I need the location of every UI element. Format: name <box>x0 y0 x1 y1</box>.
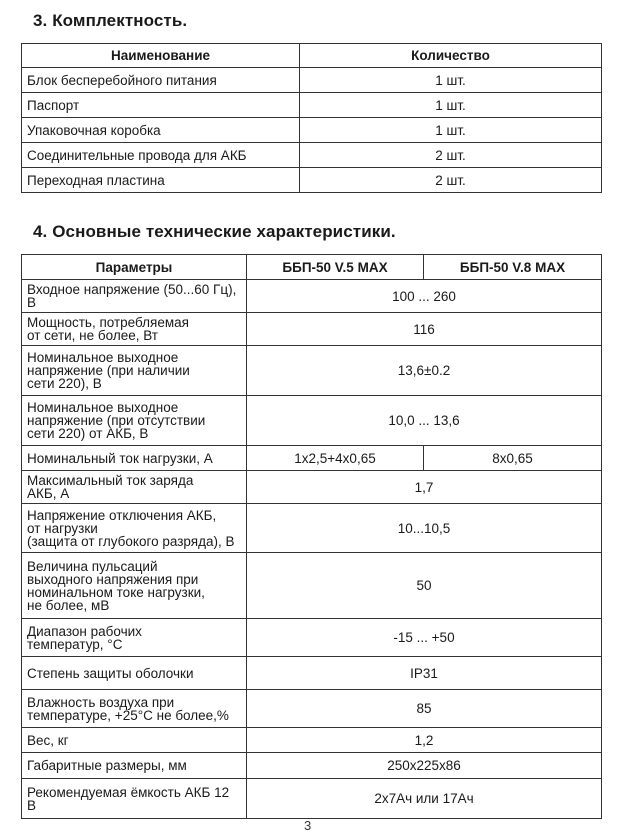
value-cell: 1,7 <box>247 471 602 504</box>
param-line: Мощность, потребляемая <box>27 315 189 330</box>
param-line: температуре, +25°С не более,% <box>27 707 229 723</box>
item-quantity: 2 шт. <box>300 143 602 168</box>
table-row <box>22 690 602 728</box>
param-cell <box>22 471 247 504</box>
param-cell <box>22 446 247 471</box>
param-cell <box>22 779 247 819</box>
param-line: АКБ, А <box>27 486 70 501</box>
param-line: Номинальное выходное <box>27 350 179 365</box>
param-line: Номинальное выходное <box>27 400 179 415</box>
param-line: от сети, не более, Вт <box>27 328 158 343</box>
param-line: Максимальный ток заряда <box>27 473 194 488</box>
value-cell: IP31 <box>247 657 602 690</box>
param-line: Напряжение отключения АКБ, <box>27 507 217 523</box>
table-row <box>22 728 602 753</box>
param-line: Величина пульсаций <box>27 558 158 574</box>
item-name: Соединительные провода для АКБ <box>22 143 300 168</box>
param-line: Рекомендуемая ёмкость АКБ 12 В <box>27 784 230 813</box>
param-line: напряжение (при отсутствии <box>27 413 206 428</box>
param-line: Диапазон рабочих <box>27 623 142 639</box>
table-row <box>22 471 602 504</box>
param-cell <box>22 728 247 753</box>
value-cell: 2х7Ач или 17Ач <box>247 779 602 819</box>
table-row <box>22 553 602 619</box>
item-name: Упаковочная коробка <box>22 118 300 143</box>
param-line: выходного напряжения при <box>27 571 199 587</box>
completeness-table <box>21 43 602 193</box>
param-cell <box>22 346 247 396</box>
value-cell-v5: 1х2,5+4х0,65 <box>247 446 424 471</box>
table-header-row <box>22 255 602 280</box>
param-cell <box>22 504 247 553</box>
param-line: температур, °С <box>27 636 123 652</box>
value-cell: 50 <box>247 553 602 619</box>
item-name: Блок бесперебойного питания <box>22 68 300 93</box>
table-row <box>22 753 602 779</box>
value-cell: 13,6±0.2 <box>247 346 602 396</box>
item-quantity: 2 шт. <box>300 168 602 193</box>
param-line: Степень защиты оболочки <box>27 665 194 681</box>
value-cell: 85 <box>247 690 602 728</box>
item-quantity: 1 шт. <box>300 118 602 143</box>
item-name: Паспорт <box>22 93 300 118</box>
param-line: Вес, кг <box>27 732 69 748</box>
table-row <box>22 504 602 553</box>
param-line: Номинальный ток нагрузки, А <box>27 450 213 466</box>
param-cell <box>22 280 247 313</box>
param-cell <box>22 657 247 690</box>
table-row <box>22 779 602 819</box>
item-quantity: 1 шт. <box>300 68 602 93</box>
col-header-model-v5: ББП-50 V.5 MAX <box>247 255 424 280</box>
param-cell <box>22 396 247 446</box>
param-cell <box>22 690 247 728</box>
value-cell: 250х225х86 <box>247 753 602 779</box>
table-row <box>22 346 602 396</box>
param-line: напряжение (при наличии <box>27 363 190 378</box>
param-cell <box>22 619 247 657</box>
specs-table <box>21 254 602 819</box>
table-row <box>22 446 602 471</box>
item-quantity: 1 шт. <box>300 93 602 118</box>
page-number: 3 <box>304 818 312 833</box>
param-line: (защита от глубокого разряда), В <box>27 533 235 549</box>
param-line: Габаритные размеры, мм <box>27 758 187 773</box>
table-row <box>22 68 602 93</box>
table-row <box>22 313 602 346</box>
value-cell: 10...10,5 <box>247 504 602 553</box>
table-row <box>22 118 602 143</box>
table-row <box>22 657 602 690</box>
param-line: от нагрузки <box>27 520 98 536</box>
col-header-params: Параметры <box>22 255 247 280</box>
param-line: номинальном токе нагрузки, <box>27 584 205 600</box>
col-header-name: Наименование <box>22 44 300 68</box>
table-row <box>22 93 602 118</box>
col-header-quantity: Количество <box>300 44 602 68</box>
param-line: не более, мВ <box>27 597 110 613</box>
value-cell: -15 ... +50 <box>247 619 602 657</box>
value-cell: 1,2 <box>247 728 602 753</box>
table-row <box>22 280 602 313</box>
value-cell: 116 <box>247 313 602 346</box>
value-cell: 10,0 ... 13,6 <box>247 396 602 446</box>
value-cell-v8: 8х0,65 <box>424 446 602 471</box>
param-cell <box>22 313 247 346</box>
table-row <box>22 619 602 657</box>
item-name: Переходная пластина <box>22 168 300 193</box>
param-line: сети 220), В <box>27 376 102 391</box>
table-row <box>22 143 602 168</box>
col-header-model-v8: ББП-50 V.8 MAX <box>424 255 602 280</box>
table-row <box>22 396 602 446</box>
value-cell: 100 ... 260 <box>247 280 602 313</box>
section4-title: 4. Основные технические характеристики. <box>33 222 396 241</box>
param-line: Входное напряжение (50...60 Гц), В <box>27 282 237 310</box>
param-line: Влажность воздуха при <box>27 694 175 710</box>
param-cell <box>22 753 247 779</box>
param-cell <box>22 553 247 619</box>
table-header-row <box>22 44 602 68</box>
param-line: сети 220) от АКБ, В <box>27 426 149 441</box>
table-row <box>22 168 602 193</box>
section3-title: 3. Комплектность. <box>33 11 188 30</box>
